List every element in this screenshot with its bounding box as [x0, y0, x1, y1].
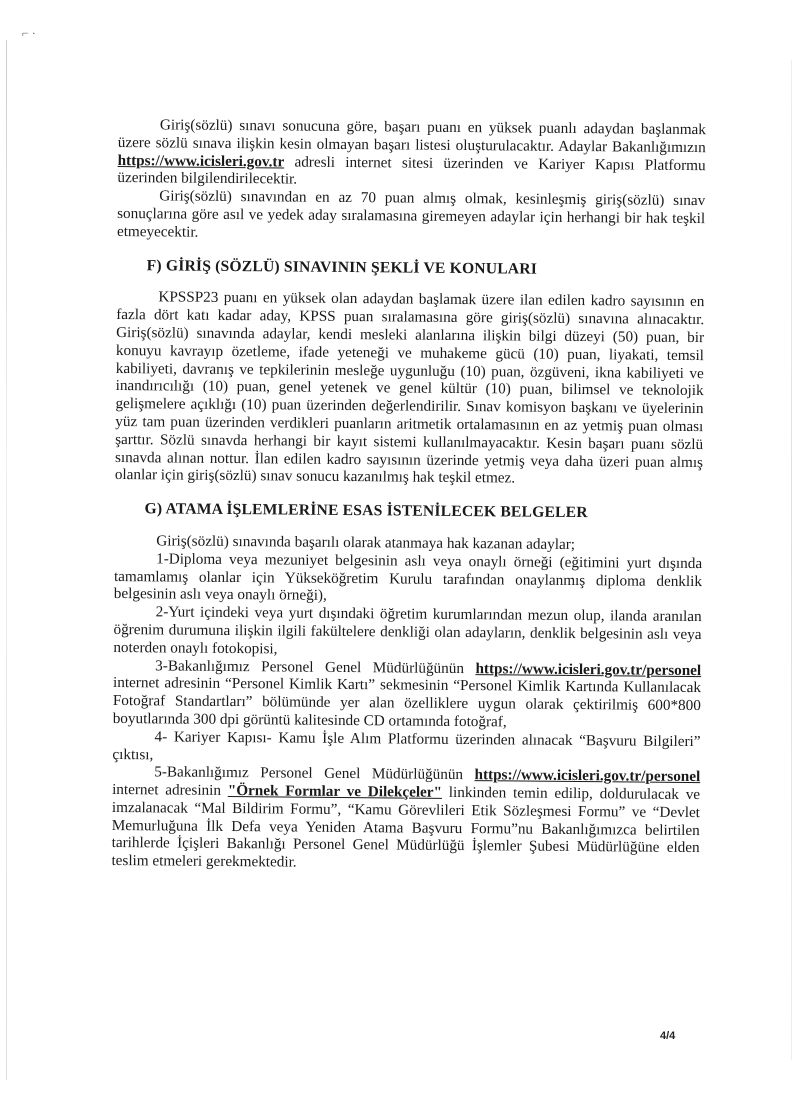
icisleri-website-link[interactable]: https://www.icisleri.gov.tr — [117, 151, 285, 171]
paragraph-documents-intro: Giriş(sözlü) sınavında başarılı olarak atanmaya hak kazanan adaylar; — [156, 532, 576, 553]
paragraph-text: Giriş(sözlü) sınavı sonucuna göre, başarı puanı en yüksek puanlı adaydan başlanmak üzere sözlü sınava ilişkin kesin olmayan başarı listesi oluşturulacaktır. Adaylar Bakanlığımızın — [117, 116, 706, 156]
item-text: 3-Bakanlığımız Personel Genel Müdürlüğünün — [155, 656, 476, 677]
page-edge-right — [791, 60, 792, 1060]
item-text: 5-Bakanlığımız Personel Genel Müdürlüğünün — [154, 763, 475, 784]
paragraph-oral-exam-results — [117, 116, 706, 192]
document-item-1: 1-Diploma veya mezuniyet belgesinin aslı veya onaylı örneği (eğitimini yurt dışında tamamlamış olanlar için Yükseköğretim Kurulu tarafından onaylanmış diploma denklik belgesinin aslı veya onaylı örneği), — [113, 550, 703, 605]
page-edge-left — [6, 40, 7, 1080]
paragraph-minimum-score: Giriş(sözlü) sınavından en az 70 puan almış olmak, kesinleşmiş giriş(sözlü) sınav sonuçlarına göre asıl ve yedek aday sıralamasına giremeyen adaylar için herhangi bir hak teşkil etmeyecektir. — [116, 187, 706, 241]
scan-artifact-mark: ⌐ · — [22, 26, 36, 40]
section-g-heading: G) ATAMA İŞLEMLERİNE ESAS İSTENİLECEK BELGELER — [144, 500, 588, 522]
personel-website-link[interactable]: https://www.icisleri.gov.tr/personel — [475, 659, 702, 679]
paragraph-exam-format: KPSSP23 puanı en yüksek olan adaydan başlamak üzere ilan edilen kadro sayısının en fazla dört katı kadar aday, KPSS puan sıralamasına göre giriş(sözlü) sınavına alınacaktır. Giriş(sözlü) sınavında adaylar, kendi mesleki alanlarına ilişkin bilgi düzeyi (50) puan, bir konuyu kavrayıp özetleme, ifade yeteneği ve muhakeme gücü (10) puan, liyakati, temsil kabiliyeti, davranış ve tepkilerinin mesleğe uygunluğu (10) puan, özgüveni, ikna kabiliyeti ve inandırıcılığı (10) puan, genel yetenek ve genel kültür (10) puan, bilimsel ve teknolojik gelişmelere açıklığı (10) puan üzerinden değerlendirilir. Sınav komisyon başkanı ve üyelerinin yüz tam puan üzerinden verdikleri puanların aritmetik ortalamasının en az yetmiş puan olması şarttır. Sözlü sınavda herhangi bir kayıt sistemi kullanılmayacaktır. Kesin başarı puanı sözlü sınavda alınan nottur. İlan edilen kadro sayısının üzerinde yetmiş veya daha üzeri puan almış olanlar için giriş(sözlü) sınav sonucu kazanılmış hak teşkil etmez. — [114, 288, 705, 487]
item-text: linkinden temin edilip, doldurulacak ve imzalanacak “Mal Bildirim Formu”, “Kamu Görevlileri Etik Sözleşmesi Formu” ve “Devlet Memurluğuna İlk Defa veya Yeniden Atama Başvuru Formu”nu Bakanlığımızca belirtilen tarihlerde İçişleri Bakanlığı Personel Genel Müdürlüğü İşlemler Şubesi Müdürlüğüne elden teslim etmeleri gerekmektedir. — [111, 783, 701, 871]
document-item-2: 2-Yurt içindeki veya yurt dışındaki öğretim kurumlarından mezun olup, ilanda aranılan öğrenim durumuna ilişkin ilgili fakültelere denkliği olan adayların, denklik belgesinin aslı veya noterden onaylı fotokopisi, — [113, 603, 702, 658]
personel-website-link-2[interactable]: https://www.icisleri.gov.tr/personel — [474, 766, 701, 786]
document-item-3 — [113, 656, 702, 732]
paragraph-text: adresli internet sitesi üzerinden ve Kariyer Kapısı Platformu üzerinden bilgilendirilecektir. — [117, 153, 706, 188]
page-number: 4/4 — [660, 1030, 676, 1042]
document-item-5 — [111, 763, 700, 875]
document-item-4: 4- Kariyer Kapısı- Kamu İşle Alım Platformu üzerinden alınacak “Başvuru Bilgileri” çıktısı, — [112, 728, 701, 763]
item-text: internet adresinin — [112, 781, 228, 800]
item-text: internet adresinin “Personel Kimlik Kartı” sekmesinin “Personel Kimlik Kartında Kullanılacak Fotoğraf Standartları” bölümünde yer alan özelliklere uygun olarak çektirilmiş 600*800 boyutlarında 300 dpi görüntü kalitesinde CD ortamında fotoğraf, — [112, 674, 702, 731]
ornek-formlar-link[interactable]: "Örnek Formlar ve Dilekçeler" — [227, 782, 443, 801]
document-body — [111, 116, 706, 875]
section-f-heading: F) GİRİŞ (SÖZLÜ) SINAVININ ŞEKLİ VE KONULARI — [146, 256, 538, 278]
